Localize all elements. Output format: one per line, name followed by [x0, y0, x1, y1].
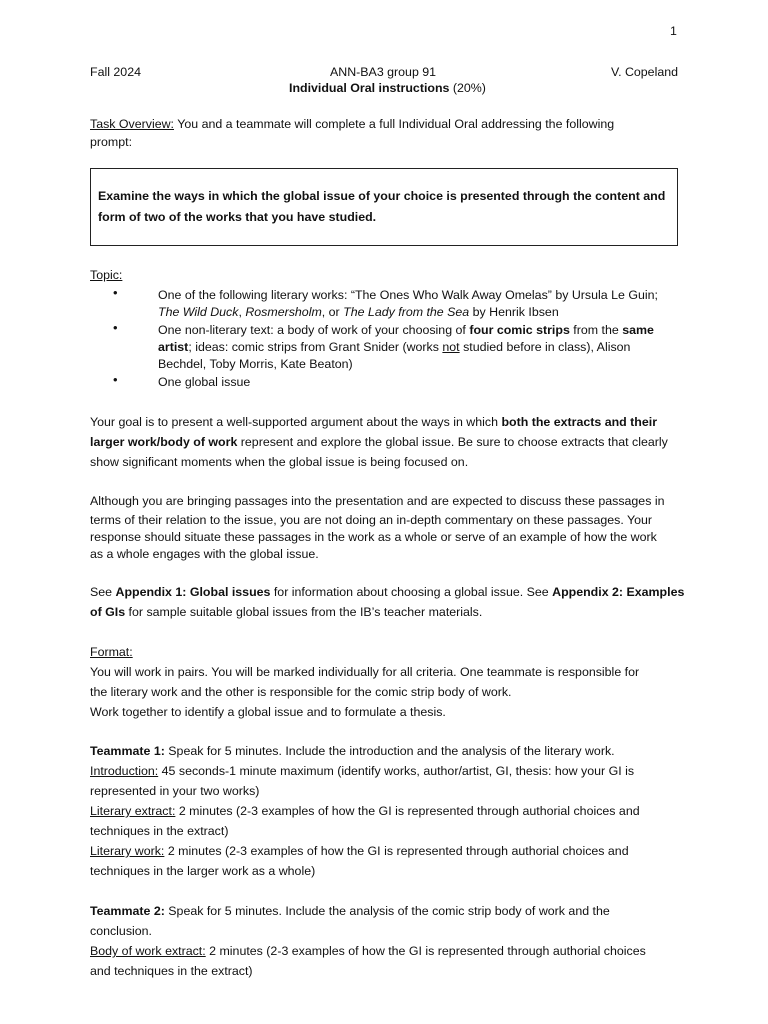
group-label: ANN-BA3 group 91: [330, 65, 437, 79]
term-label: Fall 2024: [90, 65, 141, 79]
bullet-icon: •: [113, 372, 118, 387]
teammate2-line: Teammate 2: Speak for 5 minutes. Include the analysis of the comic strip body of work and the: [90, 904, 610, 918]
topic-item-nonliterary-line3: Bechdel, Toby Morris, Kate Beaton): [158, 357, 353, 371]
teammate2-line2: conclusion.: [90, 924, 152, 938]
teammate1-introduction: Introduction: 45 seconds-1 minute maximum (identify works, author/artist, GI, thesis: how your GI is: [90, 764, 635, 778]
although-line3: response should situate these passages in the work as a whole or serve of an example of how the work: [90, 530, 657, 544]
teammate1-introduction-line2: represented in your two works): [90, 784, 260, 798]
teammate1-literary-extract-line2: techniques in the extract): [90, 824, 229, 838]
format-line1: You will work in pairs. You will be marked individually for all criteria. One teammate is responsible for: [90, 665, 640, 679]
although-line1: Although you are bringing passages into the presentation and are expected to discuss these passages in: [90, 494, 665, 508]
prompt-line2: form of two of the works that you have studied.: [98, 210, 377, 224]
document-title: Individual Oral instructions (20%): [289, 81, 486, 95]
although-line2: terms of their relation to the issue, you are not doing an in-depth commentary on these passages. Your: [90, 513, 653, 527]
appendix-line1: See Appendix 1: Global issues for information about choosing a global issue. See Appendix 2: Examples: [90, 585, 685, 599]
teacher-name: V. Copeland: [610, 65, 678, 79]
format-line3: Work together to identify a global issue and to formulate a thesis.: [90, 705, 446, 719]
prompt-box: [90, 168, 678, 246]
goal-line1: Your goal is to present a well-supported argument about the ways in which both the extracts and their: [90, 415, 658, 429]
prompt-line1: Examine the ways in which the global issue of your choice is presented through the content and: [98, 189, 666, 203]
task-heading: Task Overview:: [90, 117, 174, 131]
appendix-line2: of GIs for sample suitable global issues from the IB’s teacher materials.: [90, 605, 483, 619]
page-number: 1: [670, 24, 677, 38]
topic-item-global-issue: One global issue: [158, 375, 251, 389]
teammate1-literary-work-line2: techniques in the larger work as a whole): [90, 864, 316, 878]
bullet-icon: •: [113, 320, 118, 335]
teammate2-body-of-work-extract-line2: and techniques in the extract): [90, 964, 253, 978]
teammate1-line: Teammate 1: Speak for 5 minutes. Include the introduction and the analysis of the literary work.: [90, 744, 615, 758]
topic-item-literary-line1: One of the following literary works: “The Ones Who Walk Away Omelas” by Ursula Le Guin;: [158, 288, 658, 302]
format-heading: Format:: [90, 645, 133, 659]
topic-item-literary-line2: The Wild Duck, Rosmersholm, or The Lady from the Sea by Henrik Ibsen: [158, 305, 559, 319]
teammate1-literary-extract: Literary extract: 2 minutes (2-3 examples of how the GI is represented through authorial choices and: [90, 804, 640, 818]
topic-item-nonliterary-line1: One non-literary text: a body of work of your choosing of four comic strips from the same: [158, 323, 654, 337]
topic-heading: Topic:: [90, 268, 123, 282]
topic-item-nonliterary-line2: artist; ideas: comic strips from Grant Snider (works not studied before in class), Alison: [158, 340, 631, 354]
goal-line3: show significant moments when the global issue is being focused on.: [90, 455, 469, 469]
although-line4: as a whole engages with the global issue.: [90, 547, 319, 561]
task-overview-line2: prompt:: [90, 135, 133, 149]
bullet-icon: •: [113, 285, 118, 300]
goal-line2: larger work/body of work represent and explore the global issue. Be sure to choose extracts that clearly: [90, 435, 668, 449]
format-line2: the literary work and the other is responsible for the comic strip body of work.: [90, 685, 512, 699]
teammate2-body-of-work-extract: Body of work extract: 2 minutes (2-3 examples of how the GI is represented through authorial choices: [90, 944, 646, 958]
task-overview: Task Overview: You and a teammate will complete a full Individual Oral addressing the following: [90, 117, 615, 131]
teammate1-literary-work: Literary work: 2 minutes (2-3 examples of how the GI is represented through authorial choices and: [90, 844, 629, 858]
